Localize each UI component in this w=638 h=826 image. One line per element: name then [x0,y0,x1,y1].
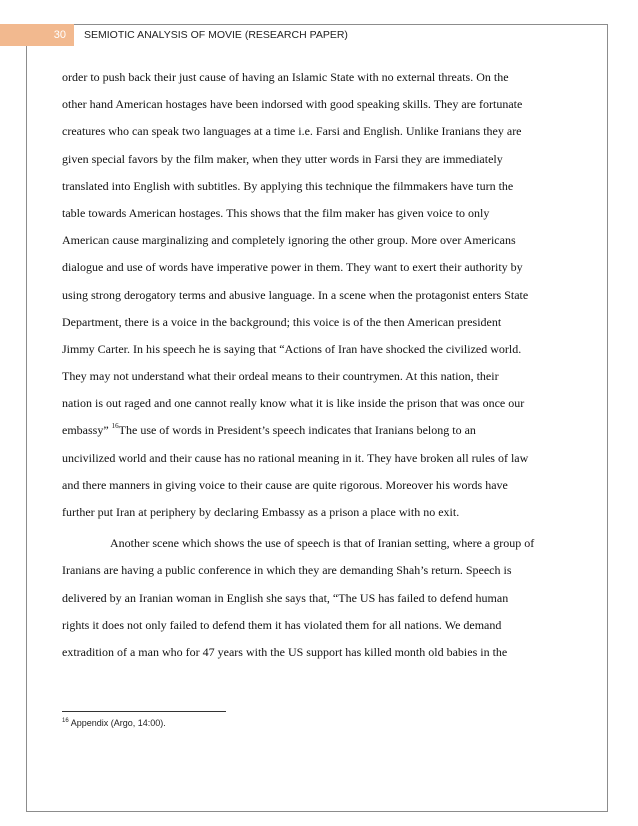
running-header: SEMIOTIC ANALYSIS OF MOVIE (RESEARCH PAPER) [84,29,348,41]
text-line: further put Iran at periphery by declaring Embassy as a prison a place with no exit. [62,505,460,519]
text-line: rights it does not only failed to defend them it has violated them for all nations. We demand [62,617,502,632]
text-line: American cause marginalizing and completely ignoring the other group. More over Americans [62,233,516,248]
text-line: other hand American hostages have been indorsed with good speaking skills. They are fortunate [62,97,523,112]
text-line: nation is out raged and one cannot really know what it is like inside the prison that was once our [62,396,525,411]
text-line: order to push back their just cause of having an Islamic State with no external threats. On the [62,70,509,84]
page-number: 30 [53,29,66,41]
footnote-separator [62,711,226,712]
text-segment: The use of words in President’s speech indicates that Iranians belong to an [118,423,476,438]
body-text [62,64,582,666]
text-line: dialogue and use of words have imperative power in them. They want to exert their authority by [62,260,523,275]
text-line: using strong derogatory terms and abusive language. In a scene when the protagonist enters State [62,287,529,302]
text-segment: embassy” [62,423,112,438]
footnote [62,718,166,728]
text-line: uncivilized world and their cause has no rational meaning in it. They have broken all rules of law [62,450,529,465]
text-line: given special favors by the film maker, when they utter words in Farsi they are immediately [62,151,503,166]
text-line: translated into English with subtitles. By applying this technique the filmmakers have turn the [62,178,514,193]
footnote-reference: 16 [111,422,119,431]
text-line-with-footnote-ref [62,417,582,444]
text-line: They may not understand what their ordeal means to their countrymen. At this nation, their [62,369,499,384]
text-line: Jimmy Carter. In his speech he is saying that “Actions of Iran have shocked the civilized world. [62,341,522,356]
text-line: Iranians are having a public conference in which they are demanding Shah’s return. Speech is [62,563,512,578]
text-line: creatures who can speak two languages at a time i.e. Farsi and English. Unlike Iranians they are [62,124,522,139]
footnote-text: Appendix (Argo, 14:00). [68,718,166,728]
page-number-tab [0,24,74,46]
text-line: Department, there is a voice in the background; this voice is of the then American president [62,314,502,329]
footnote-number: 16 [62,718,69,724]
text-line: Another scene which shows the use of speech is that of Iranian setting, where a group of [110,536,535,551]
text-line: delivered by an Iranian woman in English she says that, “The US has failed to defend human [62,590,509,605]
text-line: table towards American hostages. This shows that the film maker has given voice to only [62,205,490,220]
text-line: extradition of a man who for 47 years with the US support has killed month old babies in the [62,644,508,659]
text-line: and there manners in giving voice to their cause are quite rigorous. Moreover his words have [62,477,508,492]
